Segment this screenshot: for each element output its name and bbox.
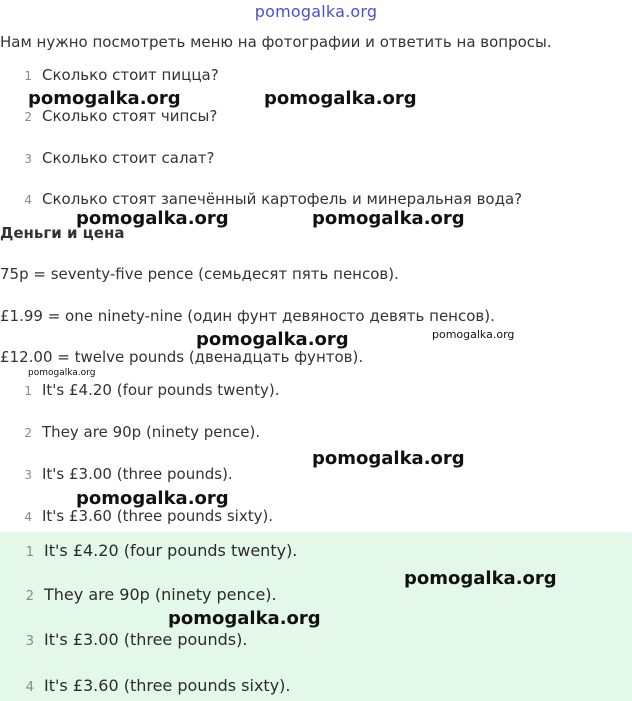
question-item — [0, 149, 214, 167]
question-text: Сколько стоит салат? — [42, 149, 215, 167]
answer-number: 2 — [24, 426, 32, 440]
answer-number: 3 — [24, 468, 32, 482]
watermark: pomogalka.org — [432, 328, 515, 341]
answer-number: 3 — [25, 634, 34, 649]
answer-text: They are 90p (ninety pence). — [44, 585, 277, 604]
answer-item-highlighted — [0, 585, 277, 604]
answer-number: 4 — [25, 680, 34, 695]
answer-number: 2 — [25, 589, 34, 604]
answer-text: They are 90p (ninety pence). — [42, 423, 261, 441]
watermark: pomogalka.org — [196, 329, 349, 350]
question-number: 1 — [24, 69, 32, 83]
answer-item — [0, 507, 273, 525]
section-heading: Деньги и цена — [0, 224, 125, 242]
question-number: 2 — [24, 110, 32, 124]
answer-item — [0, 423, 260, 441]
question-number: 4 — [24, 193, 32, 207]
watermark: pomogalka.org — [404, 568, 557, 589]
question-text: Сколько стоят чипсы? — [42, 107, 218, 125]
watermark: pomogalka.org — [168, 608, 321, 629]
answer-text: It's £3.00 (three pounds). — [44, 630, 248, 649]
watermark: pomogalka.org — [76, 488, 229, 509]
answer-item-highlighted — [0, 676, 290, 695]
answer-text: It's £3.60 (three pounds sixty). — [42, 507, 274, 525]
question-item — [0, 190, 522, 208]
price-example: £12.00 = twelve pounds (двенадцать фунтов). — [0, 348, 364, 366]
answer-number: 4 — [24, 510, 32, 524]
answer-text: It's £3.00 (three pounds). — [42, 465, 233, 483]
answer-text: It's £4.20 (four pounds twenty). — [44, 541, 298, 560]
question-item — [0, 107, 217, 125]
question-number: 3 — [24, 152, 32, 166]
answer-item — [0, 465, 233, 483]
answer-text: It's £4.20 (four pounds twenty). — [42, 381, 280, 399]
price-example: 75p = seventy-five pence (семьдесят пять пенсов). — [0, 265, 399, 283]
intro-text: Нам нужно посмотреть меню на фотографии и ответить на вопросы. — [0, 33, 552, 51]
watermark: pomogalka.org — [28, 368, 96, 378]
question-item — [0, 66, 219, 84]
watermark: pomogalka.org — [28, 88, 181, 109]
answer-number: 1 — [25, 545, 34, 560]
question-text: Сколько стоит пицца? — [42, 66, 219, 84]
watermark: pomogalka.org — [312, 448, 465, 469]
watermark: pomogalka.org — [76, 208, 229, 229]
watermark: pomogalka.org — [264, 88, 417, 109]
answer-item-highlighted — [0, 541, 297, 560]
site-header-link[interactable]: pomogalka.org — [254, 2, 378, 21]
watermark: pomogalka.org — [312, 208, 465, 229]
answer-text: It's £3.60 (three pounds sixty). — [44, 676, 291, 695]
question-text: Сколько стоят запечённый картофель и минеральная вода? — [42, 190, 523, 208]
answer-item-highlighted — [0, 630, 247, 649]
price-example: £1.99 = one ninety-nine (один фунт девяносто девять пенсов). — [0, 307, 495, 325]
answer-number: 1 — [24, 384, 32, 398]
answer-item — [0, 381, 280, 399]
